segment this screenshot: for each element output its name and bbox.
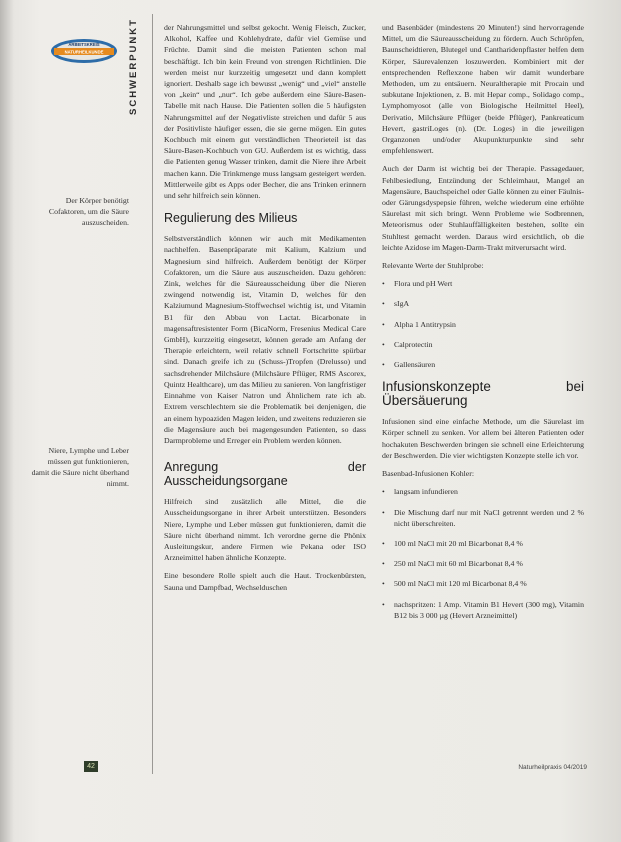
- paragraph: und Basenbäder (mindestens 20 Minuten!) sind hervorragende Mittel, um die Säureausscheidung zu fördern. Auch Schröpfen, Baunscheidtieren, Blutegel und Cantharidenpflaster helfen dem Körper, Säurevalenzen loszuwerden. Kombiniert mit der entsprechenden Reflexzone haben wir damit wunderbare Methoden, um zu entsäuern. Neuraltherapie mit Procain und subkutane Injektionen, z. B. mit Hepar comp., Solidago comp., Lymphomyosot (alle von Biologische Heilmittel Heel), Derivatio, Milchsäure Pflüger (beide Pflüger), Pankreaticum Hevert, gastriLoges (n). (Dr. Loges) in die jeweiligen Organzonen und/oder Akupunkturpunkte sind sehr empfehlenswert.: [382, 23, 584, 156]
- heading-infusion: Infusionskonzepte bei Übersäuerung: [382, 379, 584, 409]
- paragraph: Relevante Werte der Stuhlprobe:: [382, 261, 484, 271]
- stool-values-list: [382, 278, 584, 370]
- paragraph: Auch der Darm ist wichtig bei der Therapie. Passagedauer, Fehlbesiedlung, Entzündung der Schleimhaut, Mangel an Magensäure, Bauchspeichel oder Galle können zu einer Fäulnis- oder Gärungsdyspepsie führen, welche wiederum eine erhöhte Säurelast mit sich bringt. Wenn Probleme wie Sodbrennen, Meteorismus oder Stuhlauffälligkeiten bestehen, sollte ein Stuhltest gemacht werden. Daraus wird ersichtlich, ob die leichte Azidose im Magen-Darm-Trakt mitverursacht wird.: [382, 164, 584, 252]
- list-item: • sIgA: [382, 298, 584, 309]
- section-label: SCHWERPUNKT: [128, 18, 139, 115]
- paragraph: Basenbad-Infusionen Kohler:: [382, 469, 475, 479]
- list-item: • 250 ml NaCl mit 60 ml Bicarbonat 8,4 %: [382, 558, 584, 569]
- list-item: • nachspritzen: 1 Amp. Vitamin B1 Hevert (300 mg), Vitamin B12 bis 3 000 µg (Hevert Arzneimittel): [382, 599, 584, 621]
- paragraph: Eine besondere Rolle spielt auch die Haut. Trockenbürsten, Sauna und Dampfbad, Wechselduschen: [164, 571, 366, 592]
- paragraph: der Nahrungsmittel und selbst gekocht. Wenig Fleisch, Zucker, Alkohol, Kaffee und Kohlehydrate, dafür viel Gemüse und Früchte. Damit sind die meisten Patienten schon mal beschäftigt. Ich bin kein Freund von strengen Richtlinien. Die werden meist nur kurzzeitig umgesetzt und dann komplett ignoriert. Deshalb sage ich bewusst „wenig“ und „viel“ anstelle von „kein“ und „nur“. Ich gebe außerdem eine Säure-Basen-Tabelle mit nach Hause. Die Patienten sollen die 5 häufigsten Nahrungsmittel auf der Negativliste streichen und dafür 5 aus der Positivliste häufiger essen, die sie gerne mögen. Ein gutes Kochbuch mit einem gut verständlichen Theorieteil ist das Säure-Basen-Kochbuch von GU. Außerdem ist es wichtig, dass die Patienten genug Wasser trinken, damit die Niere ihre Arbeit machen kann. Die Trinkmenge muss langsam gesteigert werden. Mittlerweile gibt es Apps oder Becher, die ans Trinken erinnern und sehr hilfreich sein können.: [164, 23, 366, 201]
- paragraph: Infusionen sind eine einfache Methode, um die Säurelast im Körper schnell zu senken. Vor allem bei älteren Patienten oder hochakuten Beschwerden bringen sie schnell eine Erleichterung der Beschwerden. Die vier wichtigsten Konzepte stelle ich vor.: [382, 417, 584, 460]
- margin-divider: [152, 14, 153, 774]
- infusion-list: [382, 486, 584, 621]
- arbeitskreis-logo: [50, 38, 118, 64]
- list-item: • Die Mischung darf nur mit NaCl getrennt werden und 2 % nicht überschreiten.: [382, 507, 584, 529]
- page-number: 42: [84, 761, 98, 772]
- column-right: [382, 22, 584, 630]
- list-item: • 100 ml NaCl mit 20 ml Bicarbonat 8,4 %: [382, 538, 584, 549]
- list-item: • Flora und pH Wert: [382, 278, 584, 289]
- list-item: • Alpha 1 Antitrypsin: [382, 319, 584, 330]
- list-item: • langsam infundieren: [382, 486, 584, 497]
- logo-line2: NATURHEILKUNDE: [64, 49, 104, 55]
- sidenote-organs: Niere, Lymphe und Leber müssen gut funktionieren, damit die Säure nicht überhand nimmt.: [31, 446, 129, 488]
- paragraph: Selbstverständlich können wir auch mit Medikamenten nachhelfen. Basenpräparate mit Kalium, Kalzium und Magnesium sind hilfreich. Außerdem benötigt der Körper Cofaktoren, um die Säure aus auszuscheiden. Dazu gehören: Zink, welches für die Säureausscheidung über die Nieren zwingend notwendig ist, Vitamin D, welches für den Kalziumund Magnesium-Stoffwechsel wichtig ist, und Vitamin B1 für den Abbau von Lactat. Bicarbonate in magensaftresistenter Form (BicaNorm, Fresenius Medical Care GmbH), kurzzeitig eingesetzt, können gerade am Anfang der Therapie erleichtern, weil relativ schnell Fortschritte spürbar sind. Danach greife ich zu (Schuss-)Tropfen (Drelusso) und sachsdrehender Milchsäure (Milchsäure Pflüger, RMS Ascorex, Quintz Healthcare), um das Milieu zu sanieren. Von langfristiger Einnahme von Kaiser Natron und Ähnlichem rate ich ab. Extrem verschlechtern sie die Problematik bei denjenigen, die an einem hypoaziden Magen leiden, und zweitens reduzieren sie die Magensäure auch bei magengesunden Patienten, so dass Darmprobleme und Erreger ein Problem werden können.: [164, 234, 366, 445]
- sidenote-cofactors: Der Körper benötigt Cofaktoren, um die Säure auszuscheiden.: [48, 196, 129, 227]
- paragraph: Hilfreich sind zusätzlich alle Mittel, die die Ausscheidungsorgane in ihrer Arbeit unterstützen. Besonders Niere, Lymphe und Leber müssen gut funktionieren, damit die Säure nicht überhand nimmt. Ich verordne gerne die Phönix Ausleitungskur, andere Firmen wie Pekana oder ISO Arzneimittel haben ähnliche Konzepte.: [164, 497, 366, 563]
- column-left: [164, 22, 366, 600]
- heading-milieu: Regulierung des Milieus: [164, 211, 298, 226]
- list-item: • Calprotectin: [382, 339, 584, 350]
- journal-footer: Naturheilpraxis 04/2019: [518, 764, 587, 771]
- logo-line1: ARBEITSKREIS: [68, 42, 100, 47]
- heading-excretion: Anregung der Ausscheidungsorgane: [164, 460, 366, 489]
- list-item: • Gallensäuren: [382, 359, 584, 370]
- list-item: • 500 ml NaCl mit 120 ml Bicarbonat 8,4 %: [382, 578, 584, 589]
